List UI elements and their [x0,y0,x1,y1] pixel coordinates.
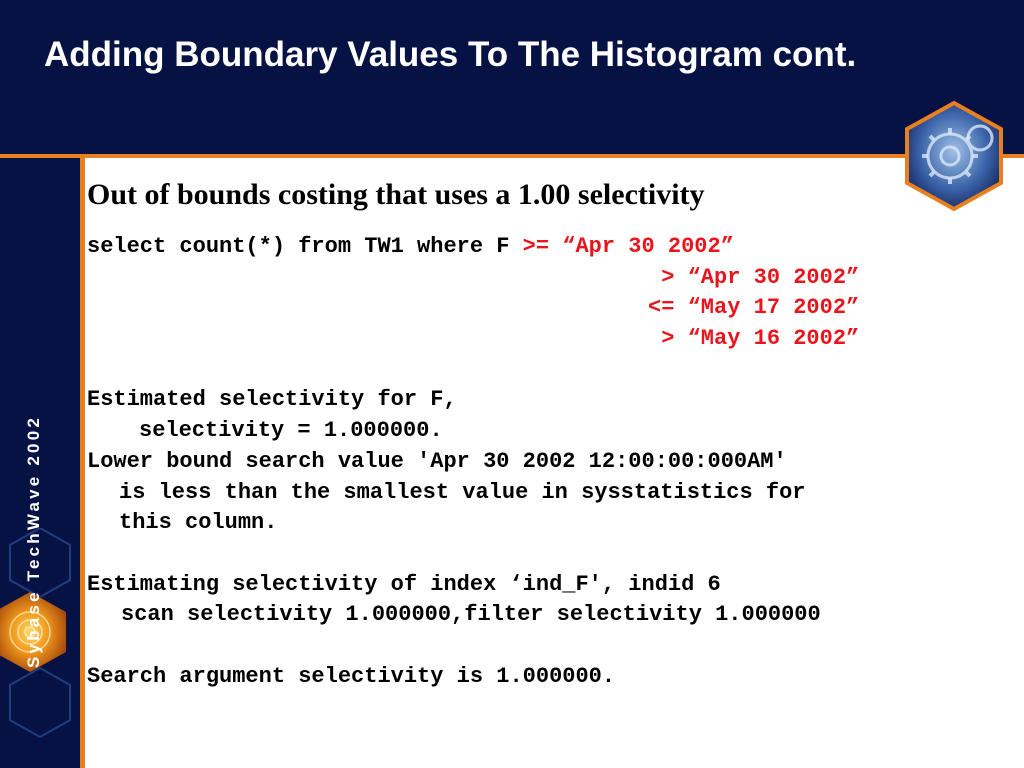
condition-2: > “Apr 30 2002” [648,264,860,290]
slide-subtitle: Out of bounds costing that uses a 1.00 selectivity [87,178,705,211]
output-line: Search argument selectivity is 1.000000. [87,663,616,689]
code-block [87,232,859,692]
condition-3: <= “May 17 2002” [648,295,860,321]
condition-1: >= “Apr 30 2002” [522,234,734,259]
gear-logo-icon [902,100,1006,212]
header-bar [0,0,1024,154]
sidebar-stripe [80,158,85,768]
output-line: this column. [119,510,278,536]
sidebar [0,158,80,768]
output-line: Estimating selectivity of index ‘ind_F', indid 6 [87,571,721,597]
query-prefix: select count(*) from TW1 where F [87,234,523,259]
output-line: Lower bound search value 'Apr 30 2002 12:00:00:000AM' [87,448,787,474]
output-line: scan selectivity 1.000000,filter selectivity 1.000000 [121,602,821,628]
blank-line [87,539,859,570]
condition-4: > “May 16 2002” [648,326,860,352]
header-stripe [0,154,1024,158]
slide-title: Adding Boundary Values To The Histogram cont. [44,35,857,74]
sidebar-event-label: Sybase TechWave 2002 [24,414,43,668]
query-line [87,232,859,263]
output-line: Estimated selectivity for F, [87,387,457,413]
output-line: is less than the smallest value in sysstatistics for [119,479,806,505]
blank-line [87,631,859,662]
blank-line [87,355,859,386]
output-line: selectivity = 1.000000. [139,418,443,444]
